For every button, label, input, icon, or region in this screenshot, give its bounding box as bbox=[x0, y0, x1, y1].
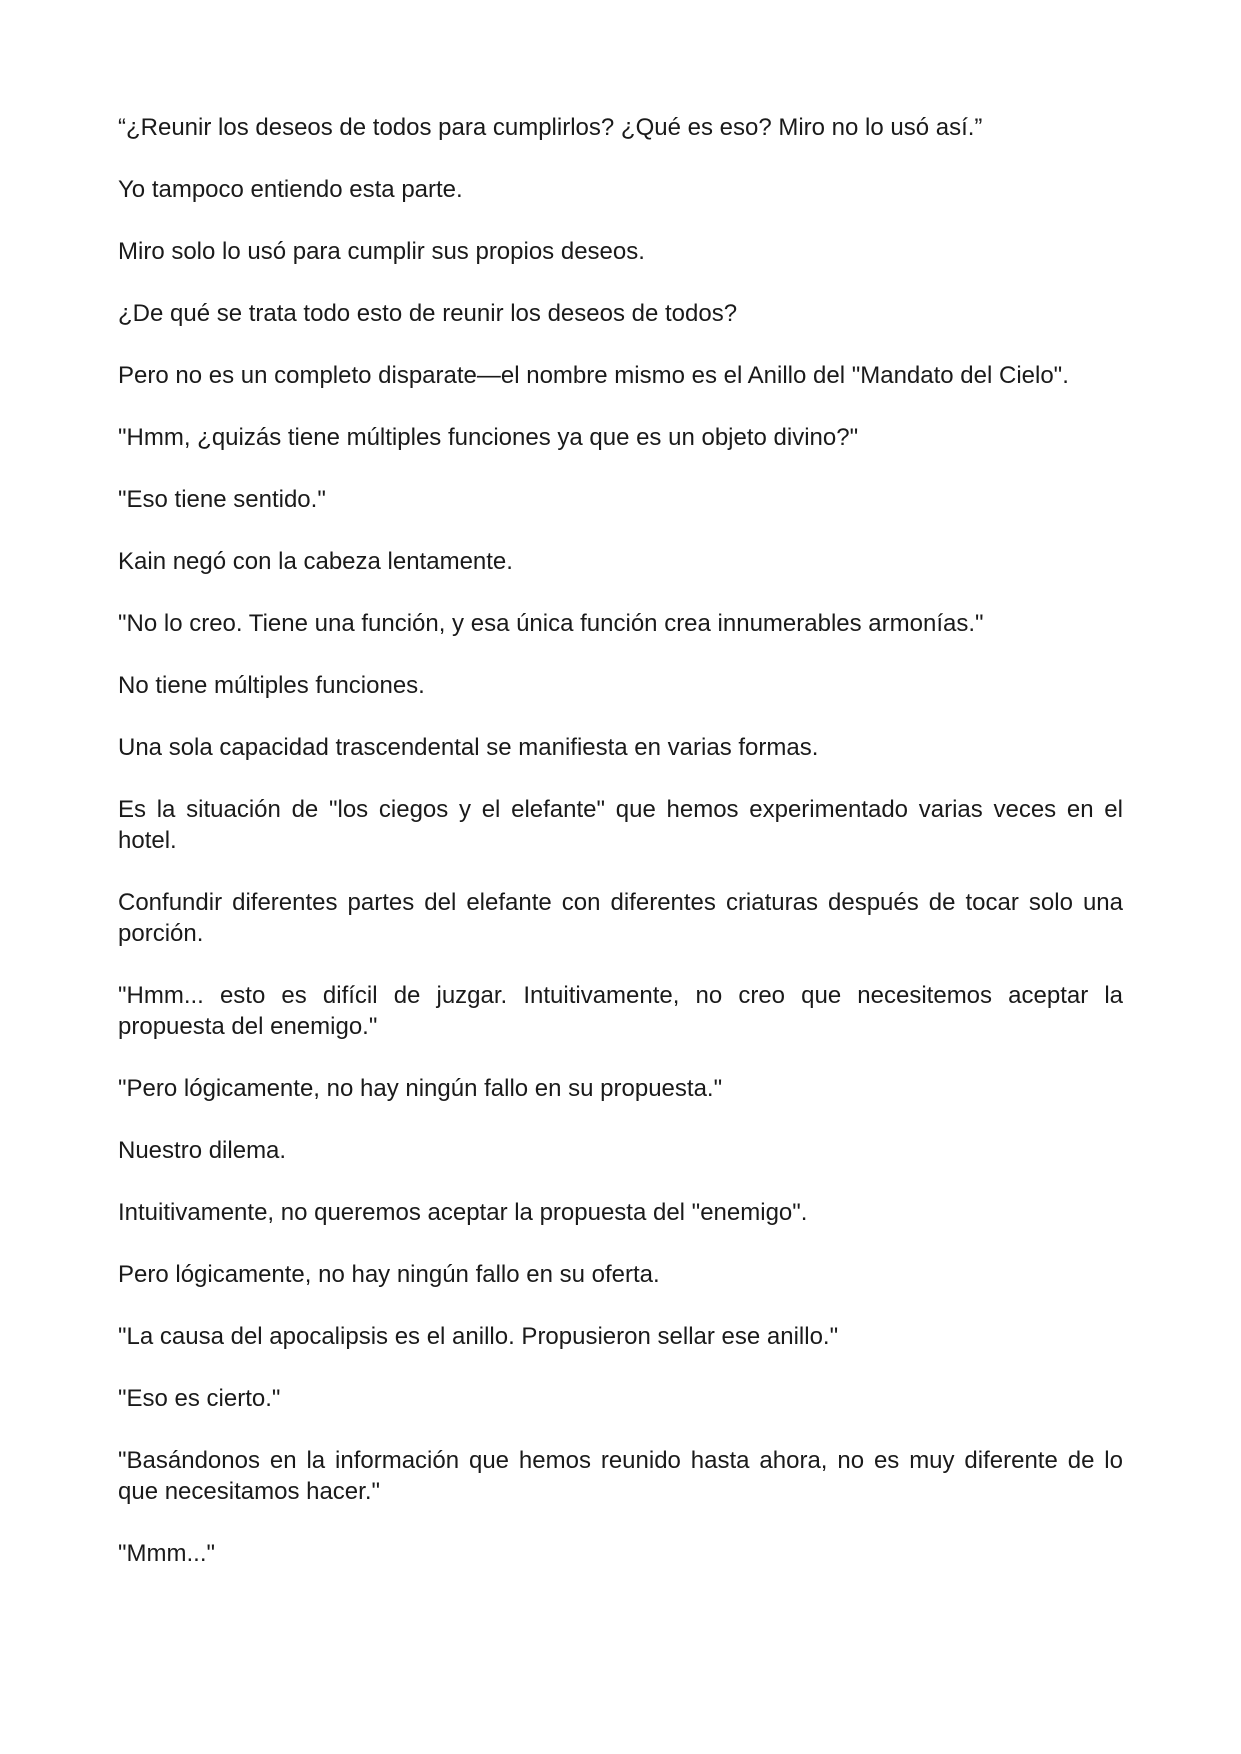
paragraph: "Eso tiene sentido." bbox=[118, 486, 326, 513]
paragraph: Una sola capacidad trascendental se manifiesta en varias formas. bbox=[118, 734, 819, 761]
paragraph: "Pero lógicamente, no hay ningún fallo en su propuesta." bbox=[118, 1075, 723, 1102]
paragraph: Intuitivamente, no queremos aceptar la propuesta del "enemigo". bbox=[118, 1199, 808, 1226]
paragraph: Miro solo lo usó para cumplir sus propios deseos. bbox=[118, 238, 645, 265]
paragraph: "Mmm..." bbox=[118, 1540, 216, 1567]
paragraph: ¿De qué se trata todo esto de reunir los deseos de todos? bbox=[118, 300, 738, 327]
paragraph: "Eso es cierto." bbox=[118, 1385, 281, 1412]
paragraph: Kain negó con la cabeza lentamente. bbox=[118, 548, 513, 575]
document-page bbox=[118, 112, 1123, 1600]
paragraph: Nuestro dilema. bbox=[118, 1137, 287, 1164]
paragraph: Confundir diferentes partes del elefante con diferentes criaturas después de tocar solo una porción. bbox=[118, 889, 1123, 947]
paragraph: No tiene múltiples funciones. bbox=[118, 672, 425, 699]
paragraph: "No lo creo. Tiene una función, y esa única función crea innumerables armonías." bbox=[118, 610, 984, 637]
paragraph: "La causa del apocalipsis es el anillo. Propusieron sellar ese anillo." bbox=[118, 1323, 839, 1350]
paragraph: “¿Reunir los deseos de todos para cumplirlos? ¿Qué es eso? Miro no lo usó así.” bbox=[118, 114, 983, 141]
paragraph: Pero no es un completo disparate—el nombre mismo es el Anillo del "Mandato del Cielo". bbox=[118, 362, 1069, 389]
paragraph: Pero lógicamente, no hay ningún fallo en su oferta. bbox=[118, 1261, 660, 1288]
paragraph: "Basándonos en la información que hemos reunido hasta ahora, no es muy diferente de lo que necesitamos hacer." bbox=[118, 1447, 1123, 1505]
paragraph: Es la situación de "los ciegos y el elefante" que hemos experimentado varias veces en el hotel. bbox=[118, 796, 1123, 854]
paragraph: "Hmm, ¿quizás tiene múltiples funciones ya que es un objeto divino?" bbox=[118, 424, 859, 451]
paragraph: Yo tampoco entiendo esta parte. bbox=[118, 176, 463, 203]
paragraph: "Hmm... esto es difícil de juzgar. Intuitivamente, no creo que necesitemos aceptar la propuesta del enemigo." bbox=[118, 982, 1123, 1040]
